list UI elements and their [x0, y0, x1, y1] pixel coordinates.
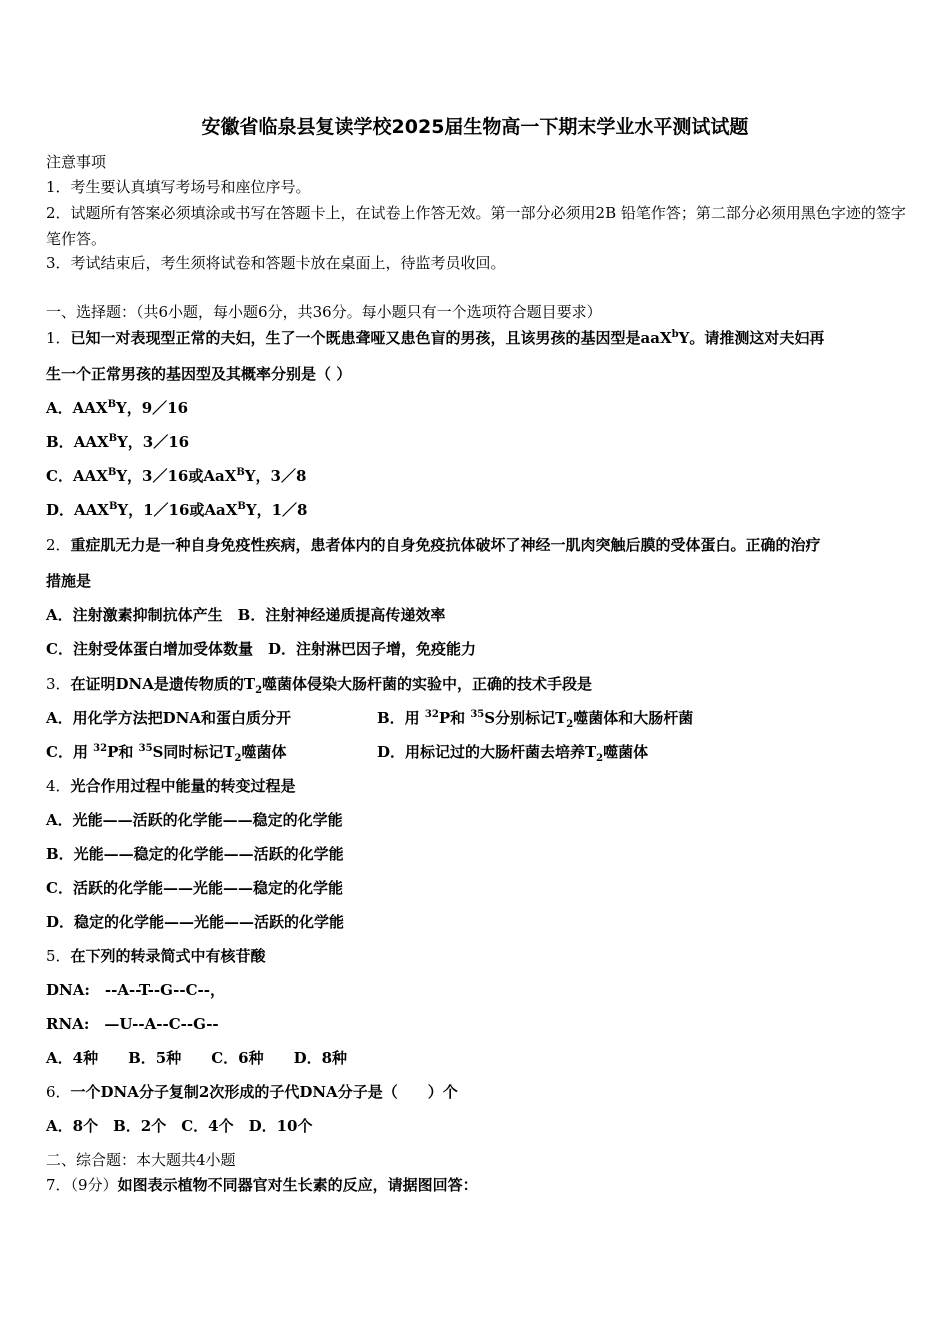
q4-option-b: B．光能——稳定的化学能——活跃的化学能	[46, 845, 344, 863]
notice-item-2: 2．试题所有答案必须填涂或书写在答题卡上，在试卷上作答无效。第一部分必须用2B 铅笔作答；第二部分必须用黑色字迹的签字笔作答。	[46, 204, 906, 248]
q1-option-b: B．$AAX^BY$，3／16	[46, 433, 190, 451]
q5-dna-strand: DNA: --A--T--G--C--，	[46, 981, 226, 999]
q1-option-c: C．$AAX^BY$，3／16或AaX$^B$Y，3／8	[46, 467, 307, 485]
q1-option-d: D．$AAX^BY$，1／16或AaX$^B$Y，1／8	[46, 501, 308, 519]
page-title: 安徽省临泉县复读学校2025届生物高一下期末学业水平测试试题	[201, 116, 749, 138]
question-2-stem-cont: 措施是	[46, 572, 92, 590]
section1-heading: 一、选择题：（共6小题，每小题6分，共36分。每小题只有一个选项符合题目要求）	[46, 303, 602, 321]
q6-options: A．8个 B．2个 C．4个 D．10个	[46, 1117, 313, 1135]
question-7-stem: 7．（9分）如图表示植物不同器官对生长素的反应，请据图回答：	[46, 1176, 478, 1194]
q3-option-a: A．用化学方法把DNA和蛋白质分开	[46, 709, 291, 727]
notice-heading: 注意事项	[46, 153, 107, 171]
q5-options: A．4种 B．5种 C．6种 D．8种	[46, 1049, 348, 1067]
question-2-stem: 2．重症肌无力是一种自身免疫性疾病，患者体内的自身免疫抗体破坏了神经一肌肉突触后膜的受体蛋白。正确的治疗	[46, 536, 821, 554]
question-6-stem: 6．一个DNA分子复制2次形成的子代DNA分子是（ ）个	[46, 1083, 458, 1101]
question-5-stem: 5．在下列的转录简式中有核苷酸	[46, 947, 266, 965]
notice-item-3: 3．考试结束后，考生须将试卷和答题卡放在桌面上，待监考员收回。	[46, 254, 506, 272]
q4-option-a: A．光能——活跃的化学能——稳定的化学能	[46, 811, 343, 829]
q2-options-cd: C．注射受体蛋白增加受体数量 D．注射淋巴因子增，免疫能力	[46, 640, 476, 658]
q1-option-a: A．$AAX^BY$，9／16	[46, 399, 189, 417]
q4-option-d: D．稳定的化学能——光能——活跃的化学能	[46, 913, 345, 931]
question-4-stem: 4．光合作用过程中能量的转变过程是	[46, 777, 296, 795]
question-3-stem: 3．在证明DNA是遗传物质的$T_2$噬菌体侵染大肠杆菌的实验中，正确的技术手段是	[46, 675, 593, 696]
section2-heading: 二、综合题：本大题共4小题	[46, 1151, 236, 1169]
q4-option-c: C．活跃的化学能——光能——稳定的化学能	[46, 879, 343, 897]
question-1-stem: 1．已知一对表现型正常的夫妇，生了一个既患聋哑又患色盲的男孩，且该男孩的基因型是aaX$^b$Y。请推测这对夫妇再	[46, 329, 825, 347]
question-1-stem-cont: 生一个正常男孩的基因型及其概率分别是（ ）	[46, 365, 352, 383]
notice-item-1: 1．考生要认真填写考场号和座位序号。	[46, 178, 311, 196]
q5-rna-strand: RNA: —U--A--C--G--	[46, 1015, 219, 1033]
question-number: 1．	[46, 329, 71, 347]
q2-options-ab: A．注射激素抑制抗体产生 B．注射神经递质提高传递效率	[46, 606, 446, 624]
q3-option-d: D．用标记过的大肠杆菌去培养$T_2$噬菌体	[377, 743, 649, 764]
q3-option-c: C．用 $^{32}$P和 $^{35}$S同时标记$T_2$噬菌体	[46, 743, 287, 764]
q3-option-b: B．用 $^{32}$P和 $^{35}$S分别标记$T_2$噬菌体和大肠杆菌	[377, 709, 694, 730]
